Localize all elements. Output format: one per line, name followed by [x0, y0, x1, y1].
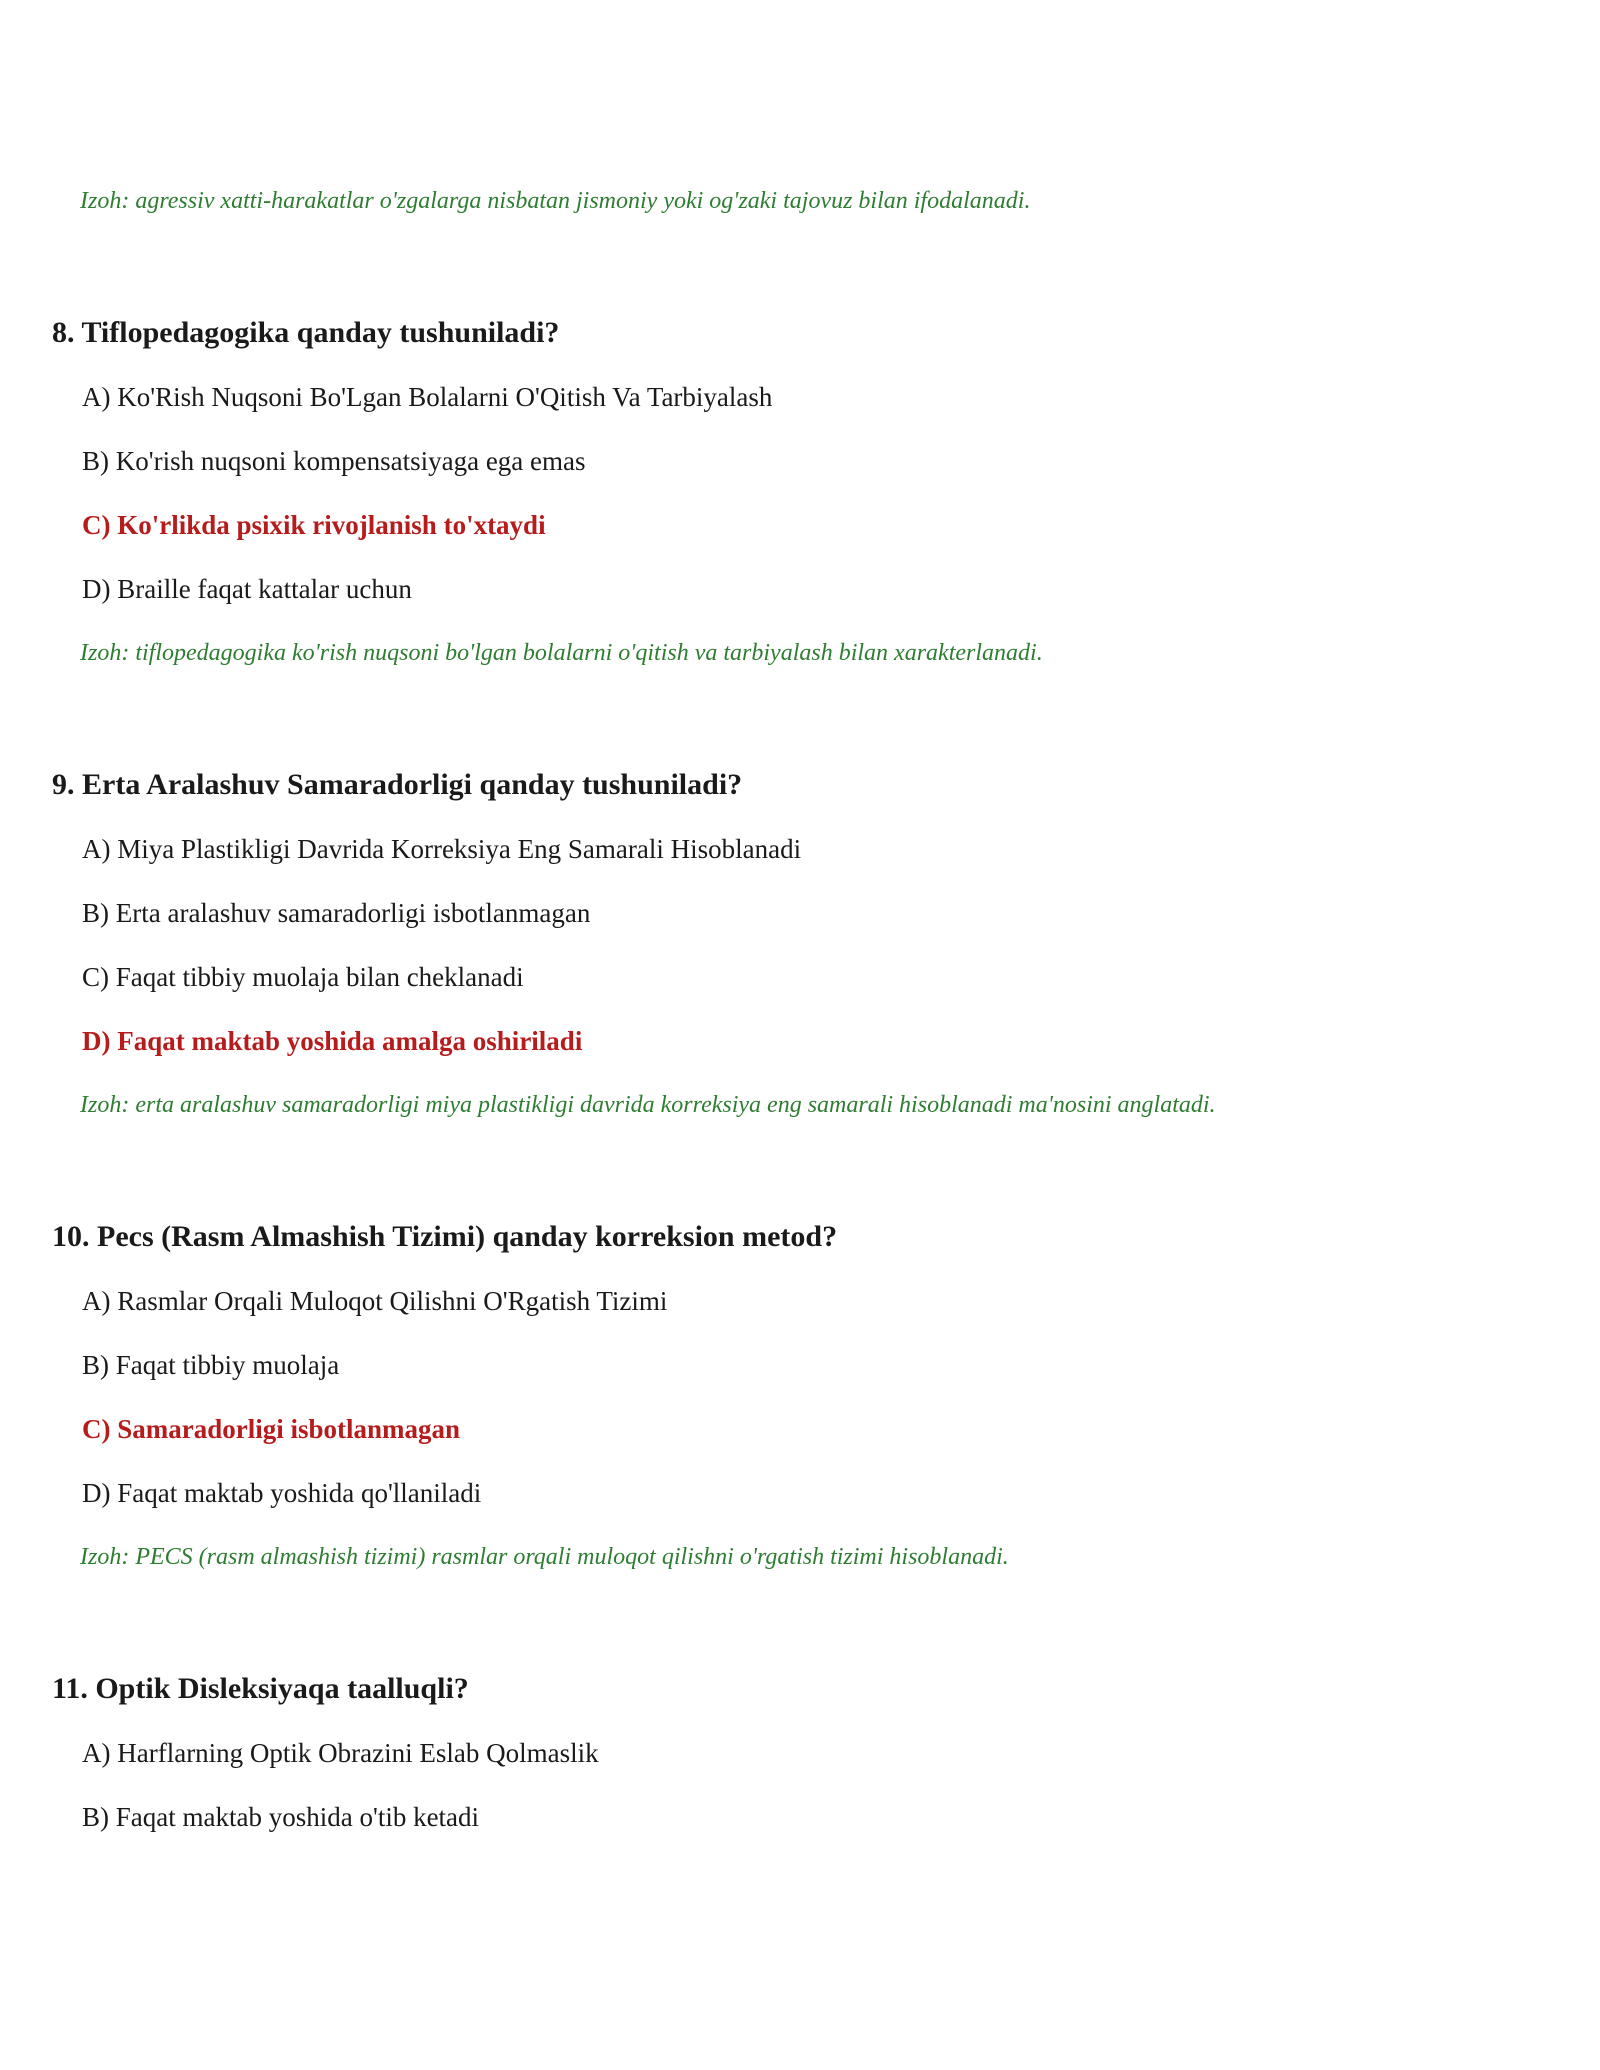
- answer-option: A) Ko'Rish Nuqsoni Bo'Lgan Bolalarni O'Qitish Va Tarbiyalash: [82, 382, 773, 412]
- question-title: 9. Erta Aralashuv Samaradorligi qanday tushuniladi?: [52, 768, 743, 801]
- answer-option: C) Faqat tibbiy muolaja bilan cheklanadi: [82, 962, 524, 992]
- answer-option: A) Harflarning Optik Obrazini Eslab Qolmaslik: [82, 1738, 599, 1768]
- answer-option-highlighted: C) Samaradorligi isbotlanmagan: [82, 1414, 461, 1444]
- question-title: 11. Optik Disleksiyaqa taalluqli?: [52, 1672, 469, 1705]
- answer-option: D) Braille faqat kattalar uchun: [82, 574, 412, 604]
- question-title: 8. Tiflopedagogika qanday tushuniladi?: [52, 316, 560, 349]
- answer-option: A) Miya Plastikligi Davrida Korreksiya Eng Samarali Hisoblanadi: [82, 834, 802, 864]
- answer-option-highlighted: D) Faqat maktab yoshida amalga oshiriladi: [82, 1026, 583, 1056]
- answer-option: B) Faqat maktab yoshida o'tib ketadi: [82, 1802, 480, 1832]
- explanation-note: Izoh: erta aralashuv samaradorligi miya plastikligi davrida korreksiya eng samarali hisoblanadi ma'nosini anglatadi.: [80, 1092, 1216, 1118]
- answer-option: B) Ko'rish nuqsoni kompensatsiyaga ega emas: [82, 446, 586, 476]
- answer-option: B) Faqat tibbiy muolaja: [82, 1350, 340, 1380]
- question-title: 10. Pecs (Rasm Almashish Tizimi) qanday korreksion metod?: [52, 1220, 838, 1253]
- explanation-note: Izoh: PECS (rasm almashish tizimi) rasmlar orqali muloqot qilishni o'rgatish tizimi hisoblanadi.: [80, 1544, 1009, 1570]
- answer-option: D) Faqat maktab yoshida qo'llaniladi: [82, 1478, 482, 1508]
- explanation-note: Izoh: tiflopedagogika ko'rish nuqsoni bo'lgan bolalarni o'qitish va tarbiyalash bilan xarakterlanadi.: [80, 640, 1043, 666]
- answer-option: A) Rasmlar Orqali Muloqot Qilishni O'Rgatish Tizimi: [82, 1286, 668, 1316]
- answer-option: B) Erta aralashuv samaradorligi isbotlanmagan: [82, 898, 591, 928]
- answer-option-highlighted: C) Ko'rlikda psixik rivojlanish to'xtaydi: [82, 510, 546, 540]
- intro-note: Izoh: agressiv xatti-harakatlar o'zgalarga nisbatan jismoniy yoki og'zaki tajovuz bilan ifodalanadi.: [80, 188, 1031, 214]
